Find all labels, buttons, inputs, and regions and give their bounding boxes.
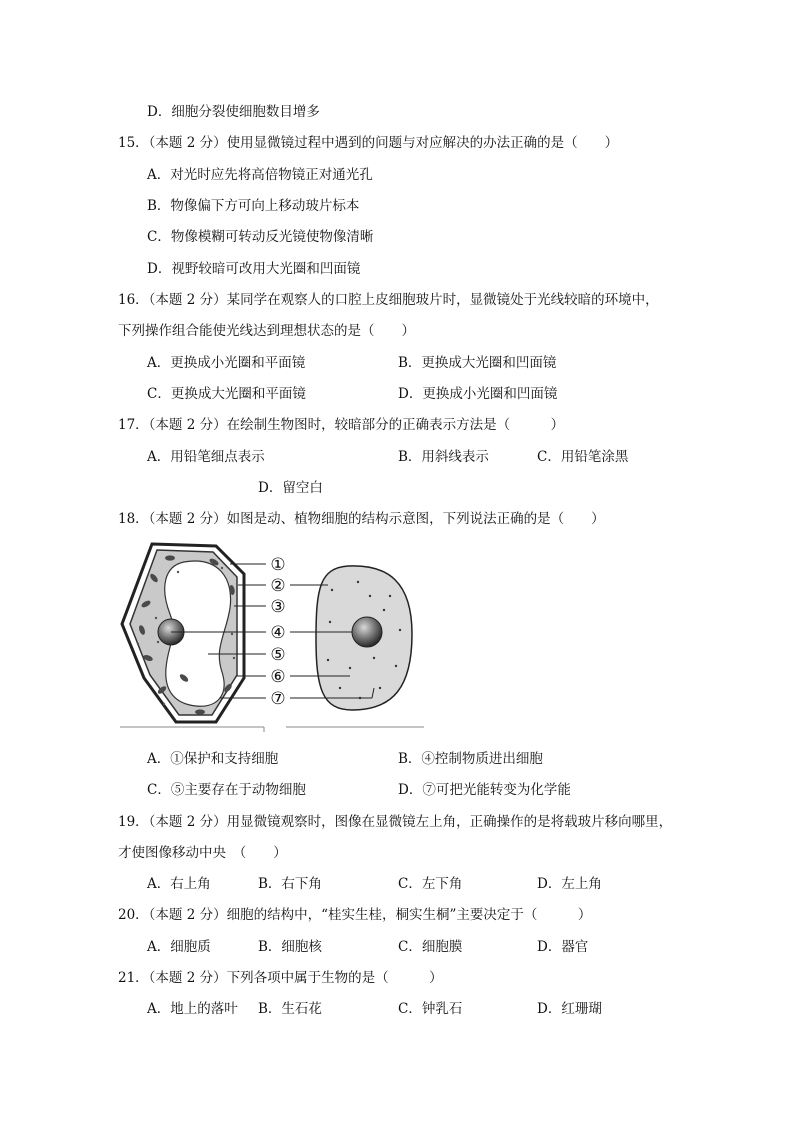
label-3: ③: [270, 597, 286, 617]
q21-option-c: C．钟乳石: [398, 1001, 463, 1017]
cell-structure-diagram: [118, 538, 428, 734]
q16-stem-line1: 16．（本题 2 分）某同学在观察人的口腔上皮细胞玻片时，显微镜处于光线较暗的环境中，: [118, 292, 659, 308]
q15-option-a: A．对光时应先将高倍物镜正对通光孔: [147, 167, 373, 183]
q18-option-b: B．④控制物质进出细胞: [398, 751, 543, 767]
q17-option-a: A．用铅笔细点表示: [147, 449, 265, 465]
q18-option-a: A．①保护和支持细胞: [147, 751, 279, 767]
q17-option-d: D．留空白: [258, 480, 323, 496]
q16-option-a: A．更换成小光圈和平面镜: [147, 355, 306, 371]
q15-stem: 15．（本题 2 分）使用显微镜过程中遇到的问题与对应解决的办法正确的是（ ）: [118, 135, 619, 151]
q17-option-b: B．用斜线表示: [398, 449, 489, 465]
q17-stem: 17．（本题 2 分）在绘制生物图时，较暗部分的正确表示方法是（ ）: [118, 417, 565, 433]
label-1: ①: [270, 555, 286, 575]
q17-option-c: C．用铅笔涂黑: [537, 449, 629, 465]
q19-option-b: B．右下角: [258, 876, 322, 892]
label-4: ④: [270, 623, 286, 643]
q18-stem: 18．（本题 2 分）如图是动、植物细胞的结构示意图，下列说法正确的是（ ）: [118, 511, 605, 527]
label-2: ②: [270, 576, 286, 596]
q19-option-d: D．左上角: [537, 876, 602, 892]
q20-option-d: D．器官: [537, 939, 589, 955]
label-5: ⑤: [270, 645, 286, 665]
q15-option-d: D．视野较暗可改用大光圈和凹面镜: [147, 261, 361, 277]
q19-option-c: C．左下角: [398, 876, 463, 892]
q20-option-c: C．细胞膜: [398, 939, 463, 955]
q14-option-d: D．细胞分裂使细胞数目增多: [147, 104, 320, 120]
q19-stem-line1: 19．（本题 2 分）用显微镜观察时，图像在显微镜左上角，正确操作的是将载玻片移向哪里，: [118, 814, 673, 830]
q20-stem: 20．（本题 2 分）细胞的结构中，“桂实生桂，桐实生桐”主要决定于（ ）: [118, 907, 592, 923]
q15-option-b: B．物像偏下方可向上移动玻片标本: [147, 198, 360, 214]
q21-option-b: B．生石花: [258, 1001, 322, 1017]
q18-option-d: D．⑦可把光能转变为化学能: [398, 782, 571, 798]
plant-cell: [122, 544, 244, 722]
q16-option-b: B．更换成大光圈和凹面镜: [398, 355, 557, 371]
q21-option-a: A．地上的落叶: [147, 1001, 238, 1017]
label-6: ⑥: [270, 667, 286, 687]
animal-cell: [316, 566, 412, 710]
q20-option-b: B．细胞核: [258, 939, 322, 955]
q18-option-c: C．⑤主要存在于动物细胞: [147, 782, 306, 798]
label-7: ⑦: [270, 689, 286, 709]
q20-option-a: A．细胞质: [147, 939, 211, 955]
q16-option-c: C．更换成大光圈和平面镜: [147, 386, 306, 402]
q19-option-a: A．右上角: [147, 876, 211, 892]
animal-cell-nucleus: [352, 617, 382, 647]
q16-stem-line2: 下列操作组合能使光线达到理想状态的是（ ）: [118, 323, 415, 339]
q19-stem-line2: 才使图像移动中央 （ ）: [118, 845, 287, 861]
figure-baseline: [120, 727, 424, 732]
q21-stem: 21．（本题 2 分）下列各项中属于生物的是（ ）: [118, 970, 443, 986]
q16-option-d: D．更换成小光圈和凹面镜: [398, 386, 558, 402]
q21-option-d: D．红珊瑚: [537, 1001, 602, 1017]
q15-option-c: C．物像模糊可转动反光镜使物像清晰: [147, 229, 374, 245]
